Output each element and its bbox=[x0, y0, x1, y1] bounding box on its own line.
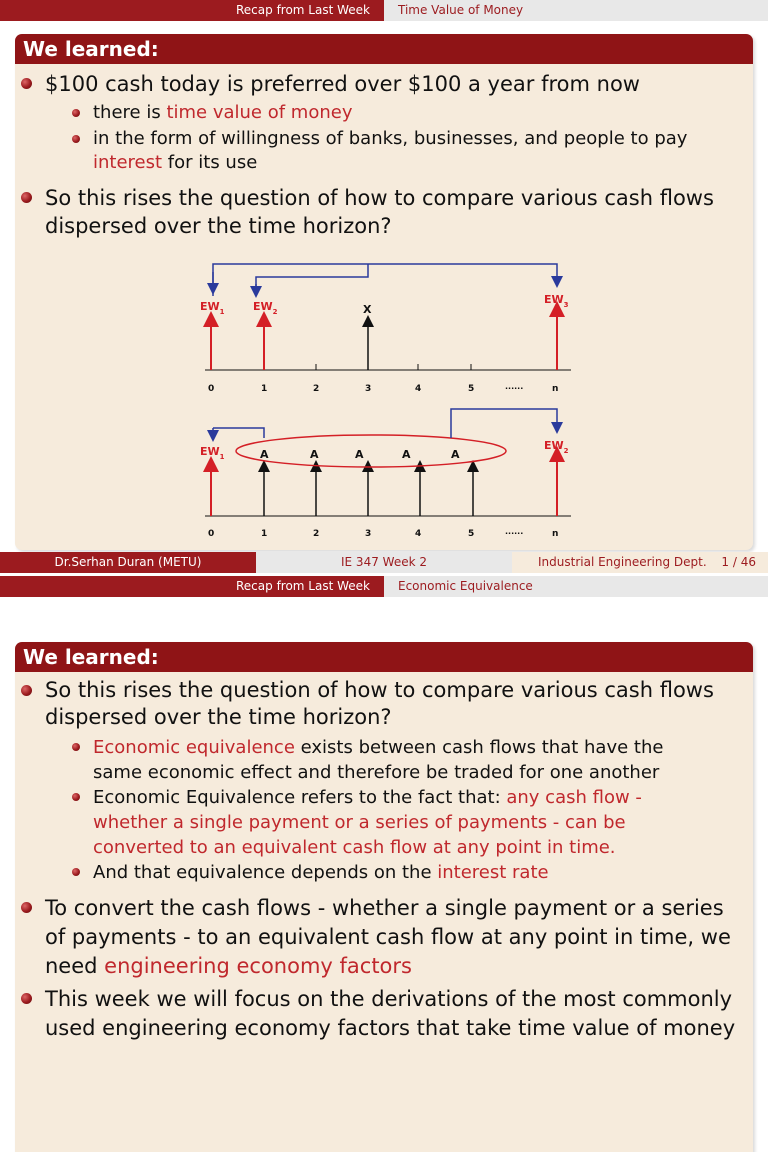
bullet-item bbox=[45, 677, 745, 731]
highlight-text: interest bbox=[93, 152, 163, 173]
ew1-label: $EW_1$ bbox=[200, 445, 225, 461]
ew2-label: $EW_2$ bbox=[253, 300, 278, 316]
bullet-ball-icon bbox=[21, 902, 32, 913]
sub-bullet-text: Economic Equivalence refers to the fact that: bbox=[93, 787, 507, 808]
tick-label: ...... bbox=[505, 527, 524, 536]
sub-bullet-text: for its use bbox=[162, 152, 258, 173]
tick-label: 0 bbox=[208, 529, 215, 539]
equivalence-connector bbox=[256, 264, 368, 290]
block-title: We learned: bbox=[15, 34, 753, 64]
footer-author: Dr.Serhan Duran (METU) bbox=[0, 552, 256, 573]
annuity-ellipse bbox=[236, 435, 506, 467]
bullet-ball-icon bbox=[21, 993, 32, 1004]
ew3-label: $EW_3$ bbox=[544, 293, 569, 309]
block-title: We learned: bbox=[15, 642, 753, 672]
header-section[interactable]: Recap from Last Week bbox=[0, 576, 384, 597]
tick-label: 1 bbox=[261, 529, 268, 539]
sub-bullet-item bbox=[93, 785, 753, 860]
bullet-text: used engineering economy factors that take time value of money bbox=[45, 1016, 736, 1040]
bullet-item bbox=[45, 894, 745, 981]
bullet-text: need bbox=[45, 954, 105, 978]
tick-label: ...... bbox=[505, 382, 524, 391]
tick-label: n bbox=[552, 384, 559, 394]
header-section[interactable]: Recap from Last Week bbox=[0, 0, 384, 21]
bullet-text: So this rises the question of how to compare various cash flows bbox=[45, 186, 714, 210]
a-label: A bbox=[260, 448, 269, 461]
bullet-text: So this rises the question of how to compare various cash flows bbox=[45, 678, 714, 702]
tick-label: 4 bbox=[415, 384, 422, 394]
ew2-label: $EW_2$ bbox=[544, 439, 569, 455]
ew1-label: $EW_1$ bbox=[200, 300, 225, 316]
sub-bullet-text: And that equivalence depends on the bbox=[93, 862, 438, 883]
header-subsection[interactable]: Economic Equivalence bbox=[384, 576, 768, 597]
a-label: A bbox=[310, 448, 319, 461]
a-label: A bbox=[355, 448, 364, 461]
learned-block bbox=[15, 642, 753, 1152]
tick-label: 0 bbox=[208, 384, 215, 394]
equivalence-connector bbox=[451, 409, 557, 438]
sub-bullet-text: same economic effect and therefore be traded for one another bbox=[93, 762, 660, 783]
a-label: A bbox=[451, 448, 460, 461]
footer-dept-group bbox=[512, 552, 768, 573]
x-label: X bbox=[363, 303, 372, 316]
highlight-text: engineering economy factors bbox=[104, 954, 412, 978]
bullet-ball-icon bbox=[21, 685, 32, 696]
sub-bullet-text: there is bbox=[93, 102, 167, 123]
bullet-text: of payments - to an equivalent cash flow at any point in time, we bbox=[45, 925, 731, 949]
header-subsection[interactable]: Time Value of Money bbox=[384, 0, 768, 21]
footer-course: IE 347 Week 2 bbox=[256, 552, 512, 573]
equivalence-connector bbox=[213, 428, 264, 438]
footer-dept: Industrial Engineering Dept. bbox=[538, 555, 707, 569]
sub-bullet-item bbox=[93, 735, 753, 785]
equivalence-connector bbox=[213, 264, 557, 296]
header-bar bbox=[0, 0, 768, 21]
bullet-text: This week we will focus on the derivations of the most commonly bbox=[45, 987, 733, 1011]
header-bar bbox=[0, 576, 768, 597]
highlight-text: time value of money bbox=[166, 102, 353, 123]
bullet-ball-icon bbox=[72, 743, 80, 751]
a-label: A bbox=[402, 448, 411, 461]
learned-block bbox=[15, 34, 753, 550]
tick-label: 3 bbox=[365, 529, 372, 539]
tick-label: 2 bbox=[313, 384, 320, 394]
bullet-ball-icon bbox=[72, 868, 80, 876]
slide-2 bbox=[0, 576, 768, 1152]
sub-bullet-text: exists between cash flows that have the bbox=[294, 737, 664, 758]
footer-page-number: 1 / 46 bbox=[721, 555, 756, 569]
bullet-text: To convert the cash flows - whether a single payment or a series bbox=[45, 896, 724, 920]
tick-label: 4 bbox=[415, 529, 422, 539]
tick-label: 5 bbox=[468, 384, 475, 394]
tick-label: n bbox=[552, 529, 559, 539]
sub-bullet-item bbox=[93, 860, 753, 885]
highlight-text: interest rate bbox=[437, 862, 549, 883]
highlight-text: converted to an equivalent cash flow at any point in time. bbox=[93, 837, 616, 858]
tick-label: 2 bbox=[313, 529, 320, 539]
bullet-text: dispersed over the time horizon? bbox=[45, 705, 392, 729]
cash-flow-diagram-1 bbox=[15, 34, 753, 550]
highlight-text: any cash flow - bbox=[506, 787, 642, 808]
tick-label: 5 bbox=[468, 529, 475, 539]
highlight-text: whether a single payment or a series of payments - can be bbox=[93, 812, 626, 833]
tick-label: 3 bbox=[365, 384, 372, 394]
bullet-text: dispersed over the time horizon? bbox=[45, 214, 392, 238]
highlight-text: Economic equivalence bbox=[93, 737, 295, 758]
bullet-text: $100 cash today is preferred over $100 a year from now bbox=[45, 72, 640, 96]
tick-label: 1 bbox=[261, 384, 268, 394]
bullet-item bbox=[45, 985, 745, 1043]
sub-bullet-text: in the form of willingness of banks, businesses, and people to pay bbox=[93, 128, 688, 149]
bullet-ball-icon bbox=[72, 793, 80, 801]
footer-bar bbox=[0, 552, 768, 573]
